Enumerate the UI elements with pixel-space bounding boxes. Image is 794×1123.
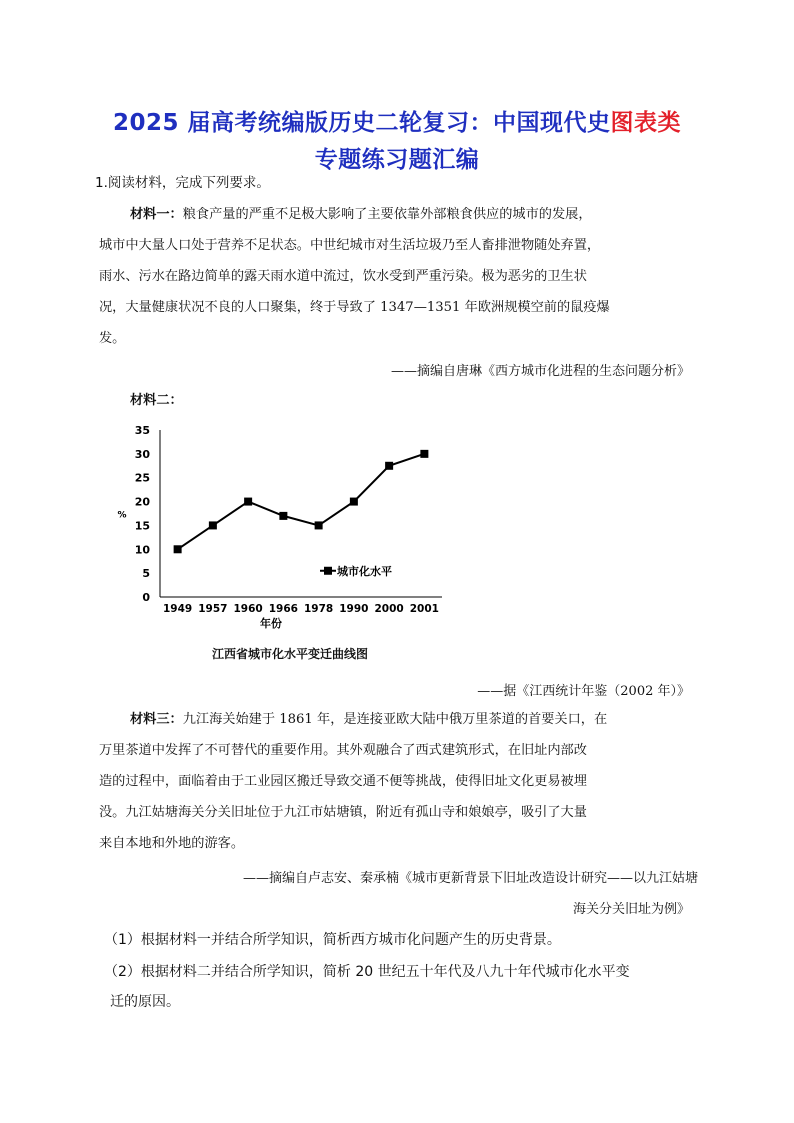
material3-line-2: 万里茶道中发挥了不可替代的重要作用。其外观融合了西式建筑形式，在旧址内部改 xyxy=(99,743,587,758)
material1-label: 材料一： xyxy=(130,207,183,222)
data-point xyxy=(244,498,252,506)
data-point xyxy=(385,462,393,470)
material1-source: ——摘编自唐琳《西方城市化进程的生态问题分析》 xyxy=(390,364,690,379)
y-tick-label: 20 xyxy=(134,495,150,509)
data-point xyxy=(174,545,182,553)
material2-source: ——据《江西统计年鉴（2002 年）》 xyxy=(477,684,690,699)
data-point xyxy=(315,521,323,529)
material2-label: 材料二： xyxy=(130,393,183,408)
material3-source-line-1: ——摘编自卢志安、秦承楠《城市更新背景下旧址改造设计研究——以九江姑塘 xyxy=(242,871,698,886)
x-tick-label: 2000 xyxy=(374,603,404,615)
y-tick-label: 15 xyxy=(134,519,150,533)
data-point xyxy=(350,498,358,506)
x-tick-label: 1949 xyxy=(163,603,193,615)
material1-line-2: 城市中大量人口处于营养不足状态。中世纪城市对生活垃圾乃至人畜排泄物随处弃置， xyxy=(99,238,601,253)
data-point xyxy=(209,521,217,529)
material1-line-5: 发。 xyxy=(99,331,126,346)
legend-marker xyxy=(324,567,332,575)
data-point xyxy=(420,450,428,458)
y-tick-label: 5 xyxy=(142,567,150,581)
question-intro: 1.阅读材料，完成下列要求。 xyxy=(95,175,270,191)
y-tick-label: 10 xyxy=(134,543,150,557)
sub-question-2-line-2: 迁的原因。 xyxy=(110,994,180,1010)
x-tick-label: 1960 xyxy=(233,603,263,615)
y-tick-label: 30 xyxy=(134,447,150,461)
chart-title: 江西省城市化水平变迁曲线图 xyxy=(211,647,368,661)
legend-label: 城市化水平 xyxy=(337,564,392,578)
material3-line-5: 来自本地和外地的游客。 xyxy=(99,836,245,851)
material1-line-1: 材料一：粮食产量的严重不足极大影响了主要依靠外部粮食供应的城市的发展， xyxy=(130,207,592,222)
urbanization-line-chart xyxy=(112,415,452,640)
title-prefix: 2025 届高考统编版历史二轮复习：中国现代史 xyxy=(112,110,611,136)
material1-line-4: 况，大量健康状况不良的人口聚集，终于导致了 1347—1351 年欧洲规模空前的鼠疫爆 xyxy=(99,300,610,315)
x-tick-label: 1978 xyxy=(304,603,334,615)
material1-line-3: 雨水、污水在路边简单的露天雨水道中流过，饮水受到严重污染。极为恶劣的卫生状 xyxy=(99,269,587,284)
x-tick-label: 1966 xyxy=(268,603,298,615)
y-tick-label: 35 xyxy=(134,424,150,437)
material3-line-4: 没。九江姑塘海关分关旧址位于九江市姑塘镇，附近有孤山寺和娘娘亭，吸引了大量 xyxy=(99,805,587,820)
material3-line-3: 造的过程中，面临着由于工业园区搬迁导致交通不便等挑战，使得旧址文化更易被埋 xyxy=(99,774,587,789)
title-highlight: 图表类 xyxy=(610,110,682,136)
material3-line-1: 材料三：九江海关始建于 1861 年，是连接亚欧大陆中俄万里茶道的首要关口，在 xyxy=(130,712,608,727)
sub-question-1: （1）根据材料一并结合所学知识，简析西方城市化问题产生的历史背景。 xyxy=(104,932,561,948)
y-tick-label: 25 xyxy=(134,471,150,485)
material3-label: 材料三： xyxy=(130,712,183,727)
y-axis-label: % xyxy=(117,510,127,521)
material3-source-line-2: 海关分关旧址为例》 xyxy=(572,902,690,917)
x-tick-label: 1957 xyxy=(198,603,228,615)
x-tick-label: 1990 xyxy=(339,603,369,615)
y-tick-label: 0 xyxy=(142,591,150,604)
x-tick-label: 2001 xyxy=(409,603,439,615)
data-point xyxy=(279,512,287,520)
sub-question-2-line-1: （2）根据材料二并结合所学知识，简析 20 世纪五十年代及八九十年代城市化水平变 xyxy=(104,964,630,980)
page-title xyxy=(0,104,794,137)
page-subtitle: 专题练习题汇编 xyxy=(314,147,480,173)
x-axis-label: 年份 xyxy=(260,617,282,630)
